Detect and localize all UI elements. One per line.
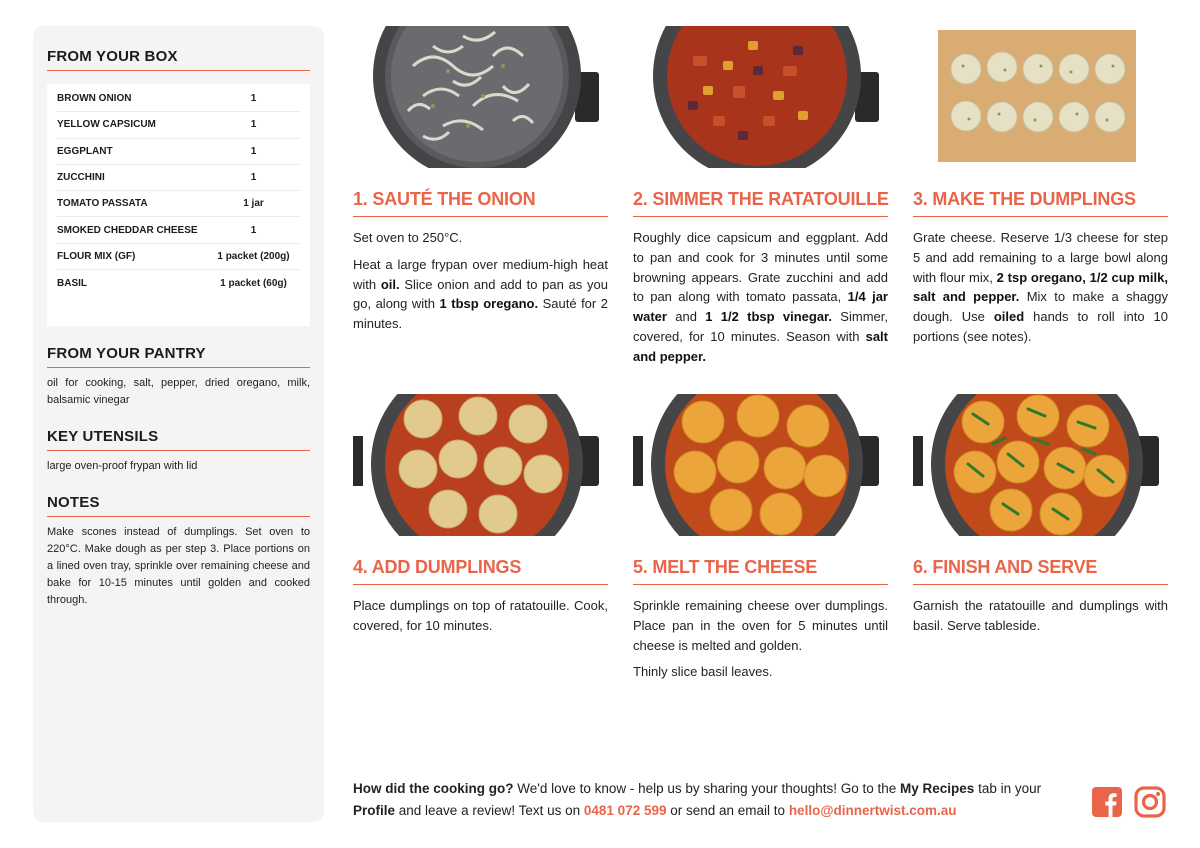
step-text: Mix to make a shaggy dough. Use <box>913 289 1168 325</box>
step-3 <box>913 26 1168 354</box>
step-text: Garnish the ratatouille and dumplings with basil. Serve tableside. <box>913 598 1168 633</box>
step-emphasis: 1 1/2 tbsp vinegar. <box>705 309 833 325</box>
step-paragraph <box>633 228 888 367</box>
key-utensils-heading: KEY UTENSILS <box>47 428 310 451</box>
step-paragraph <box>353 255 608 334</box>
step-2-photo <box>633 26 881 168</box>
step-paragraph <box>353 228 608 248</box>
step-text: hands to roll into 10 portions (see notes). <box>913 309 1168 344</box>
step-1 <box>353 26 608 341</box>
utensils-text: large oven-proof frypan with lid <box>47 460 198 473</box>
step-paragraph <box>913 228 1168 347</box>
ingredient-row <box>57 191 300 217</box>
ingredient-name: BASIL <box>57 277 87 289</box>
notes-heading: NOTES <box>47 494 310 517</box>
profile-link[interactable]: Profile <box>353 803 396 818</box>
step-text: and <box>666 309 706 325</box>
ingredient-qty: 1 <box>250 145 257 157</box>
notes-text: Make scones instead of dumplings. Set oven to 220°C. Make dough as per step 3. Place portions on a lined oven tray, sprinkle over remaining cheese and bake for 10-15 minutes until golden and cooked through. <box>47 526 310 607</box>
step-text: Sauté for 2 minutes. <box>353 296 608 332</box>
ingredient-name: ZUCCHINI <box>57 172 105 184</box>
step-2-body <box>633 228 888 367</box>
ingredient-name: BROWN ONION <box>57 93 132 105</box>
step-paragraph <box>633 596 888 655</box>
facebook-icon[interactable] <box>1091 786 1123 818</box>
from-your-box-heading: FROM YOUR BOX <box>47 48 310 71</box>
footer-text-1: We'd love to know - help us by sharing your thoughts! Go to the <box>513 781 901 796</box>
footer-text-2: tab in your <box>974 781 1042 796</box>
ingredient-row <box>57 165 300 191</box>
my-recipes-link[interactable]: My Recipes <box>900 781 975 796</box>
step-4 <box>353 394 608 643</box>
step-text: Roughly dice capsicum and eggplant. Add to pan and cook for 3 minutes until some browning appears. Grate zucchini and add to pan along with tomato passata, <box>633 230 888 305</box>
step-text: Sprinkle remaining cheese over dumplings. Place pan in the oven for 5 minutes until cheese is melted and golden. <box>633 598 888 653</box>
step-emphasis: oil. <box>380 276 400 292</box>
step-1-title: 1. SAUTÉ THE ONION <box>353 189 608 217</box>
footer-text-4: or send an email to <box>666 803 789 818</box>
ingredient-row <box>57 86 300 112</box>
step-1-body <box>353 228 608 334</box>
step-6-body <box>913 596 1168 636</box>
step-paragraph <box>633 662 888 682</box>
ingredient-qty: 1 jar <box>243 198 264 210</box>
step-2 <box>633 26 888 374</box>
ingredient-name: SMOKED CHEDDAR CHEESE <box>57 224 198 236</box>
ingredient-qty: 1 <box>250 93 257 105</box>
pantry-text: oil for cooking, salt, pepper, dried oregano, milk, balsamic vinegar <box>47 377 310 407</box>
step-text: Place dumplings on top of ratatouille. Cook, covered, for 10 minutes. <box>353 598 608 633</box>
step-3-photo <box>913 26 1161 168</box>
ingredient-name: TOMATO PASSATA <box>57 198 148 210</box>
step-text: Simmer, covered, for 10 minutes. Season with <box>633 309 888 344</box>
ingredient-qty: 1 <box>250 172 257 184</box>
step-text: Grate cheese. Reserve 1/3 cheese for step 5 and add remaining to a large bowl along with flour mix, <box>913 230 1168 285</box>
step-emphasis: salt and pepper. <box>633 328 888 364</box>
ingredient-row <box>57 112 300 138</box>
ingredient-name: EGGPLANT <box>57 145 113 157</box>
footer-text-3: and leave a review! Text us on <box>395 803 584 818</box>
ingredient-qty: 1 packet (60g) <box>220 277 287 289</box>
ingredient-name: FLOUR MIX (GF) <box>57 250 136 262</box>
feedback-footer <box>353 778 1083 822</box>
ingredients-table <box>47 84 310 326</box>
step-3-title: 3. MAKE THE DUMPLINGS <box>913 189 1168 217</box>
step-text: Heat a large frypan over medium-high heat with <box>353 256 608 292</box>
ingredient-row <box>57 217 300 243</box>
step-6 <box>913 394 1168 643</box>
step-5-title: 5. MELT THE CHEESE <box>633 557 888 585</box>
step-emphasis: 1/4 jar water <box>633 289 888 325</box>
step-emphasis: oiled <box>993 309 1025 325</box>
ingredient-qty: 1 <box>250 224 257 236</box>
ingredient-row <box>57 139 300 165</box>
step-text: Set oven to 250°C. <box>353 230 463 245</box>
ingredient-qty: 1 packet (200g) <box>217 250 290 262</box>
step-paragraph <box>913 596 1168 636</box>
step-4-body <box>353 596 608 636</box>
step-1-photo <box>353 26 601 168</box>
ingredient-row <box>57 270 300 296</box>
step-emphasis: 1 tbsp oregano. <box>439 296 539 312</box>
step-4-title: 4. ADD DUMPLINGS <box>353 557 608 585</box>
ingredient-name: YELLOW CAPSICUM <box>57 119 156 131</box>
step-emphasis: 2 tsp oregano, 1/2 cup milk, salt and pepper. <box>913 269 1168 305</box>
sidebar <box>33 26 324 822</box>
ingredient-row <box>57 244 300 270</box>
from-your-pantry-heading: FROM YOUR PANTRY <box>47 345 310 368</box>
step-5-body <box>633 596 888 682</box>
step-3-body <box>913 228 1168 347</box>
step-text: Slice onion and add to pan as you go, along with <box>353 276 608 312</box>
step-5-photo <box>633 394 881 536</box>
step-text: Thinly slice basil leaves. <box>633 664 773 680</box>
ingredient-qty: 1 <box>250 119 257 131</box>
step-6-photo <box>913 394 1161 536</box>
feedback-question: How did the cooking go? <box>353 781 514 796</box>
step-2-title: 2. SIMMER THE RATATOUILLE <box>633 189 888 217</box>
instagram-icon[interactable] <box>1134 786 1166 818</box>
step-6-title: 6. FINISH AND SERVE <box>913 557 1168 585</box>
email-link[interactable]: hello@dinnertwist.com.au <box>788 803 957 818</box>
step-paragraph <box>353 596 608 636</box>
step-4-photo <box>353 394 601 536</box>
phone-link[interactable]: 0481 072 599 <box>583 803 667 818</box>
step-5 <box>633 394 888 689</box>
